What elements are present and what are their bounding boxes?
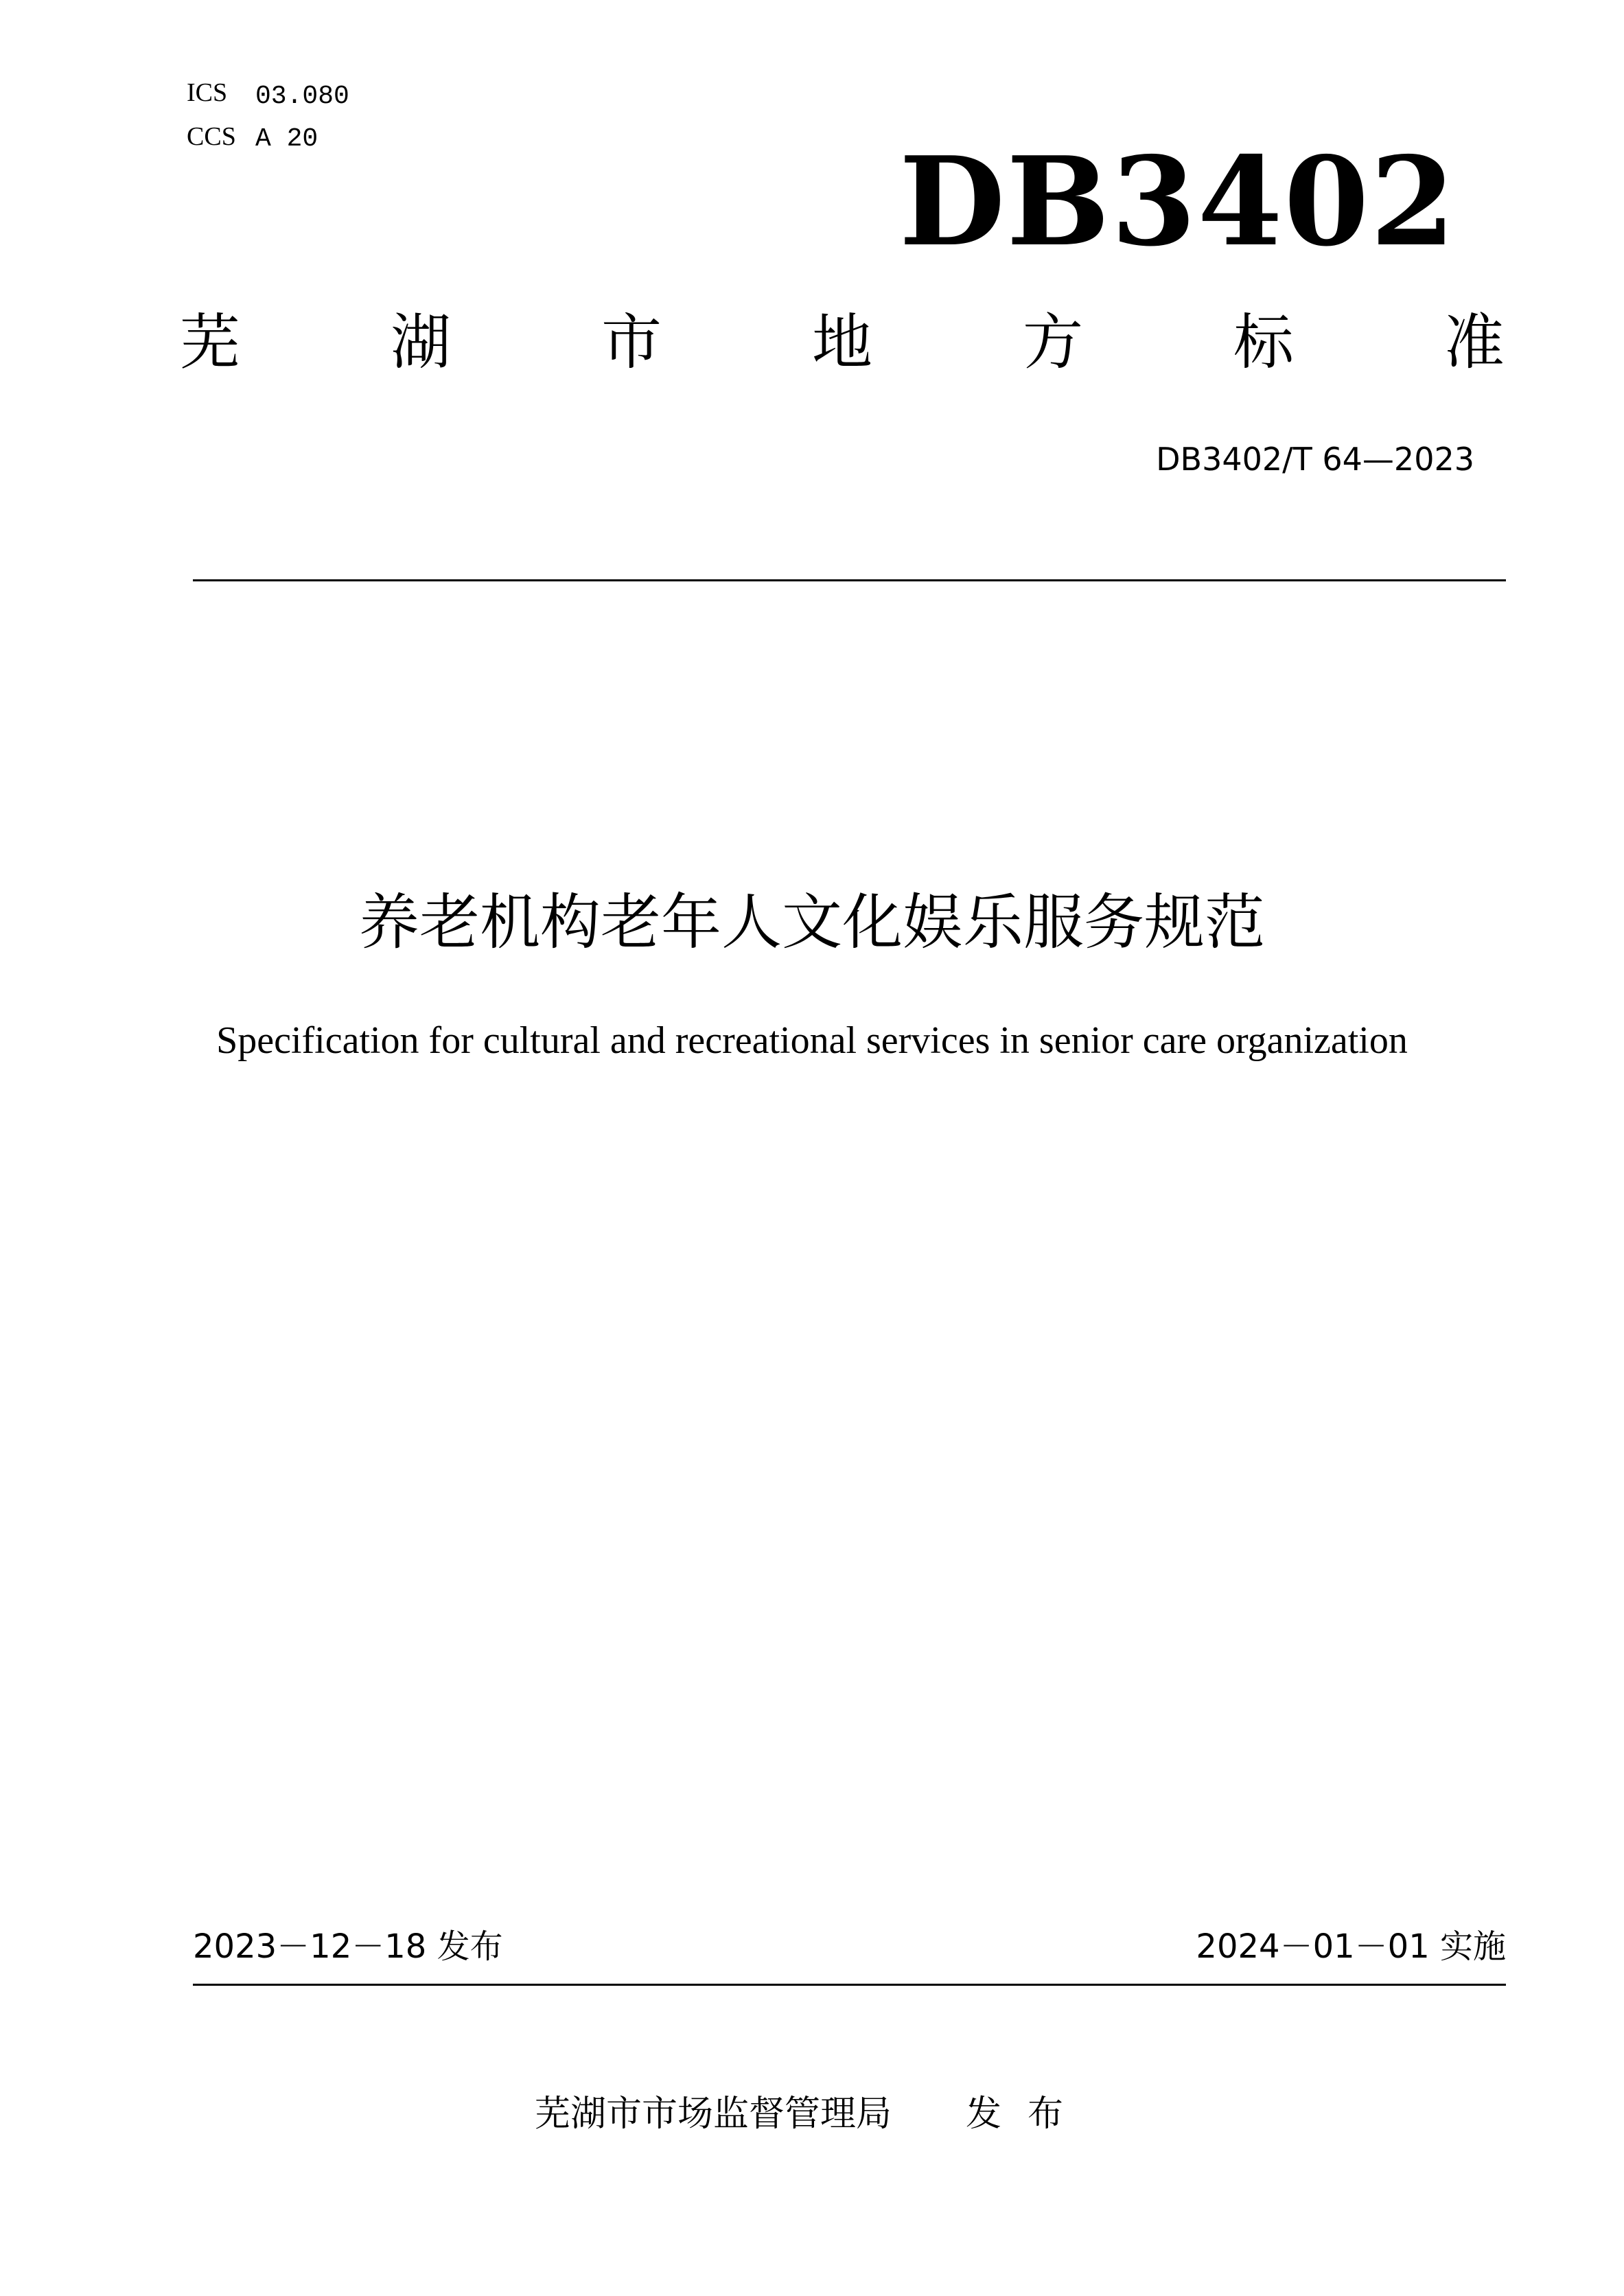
issuer-name: 芜湖市市场监督管理局 <box>534 2094 892 2135</box>
issuer-action: 发布 <box>966 2094 1090 2135</box>
standard-type-char: 方 <box>1022 307 1083 378</box>
standard-type-char: 准 <box>1443 307 1505 378</box>
standard-type-char: 芜 <box>180 307 241 378</box>
standard-type-char: 标 <box>1233 307 1294 378</box>
standard-type-char: 地 <box>811 307 872 378</box>
issuer-line <box>0 2094 1624 2135</box>
implementation-date: 2024－01－01 实施 <box>1196 1927 1506 1966</box>
bottom-divider <box>193 1984 1506 1986</box>
standard-type-char: 市 <box>601 307 662 378</box>
issue-date: 2023－12－18 发布 <box>193 1927 503 1966</box>
ics-code: 03.080 <box>255 82 349 111</box>
document-title-chinese: 养老机构老年人文化娱乐服务规范 <box>358 887 1265 958</box>
ccs-label: CCS <box>187 122 236 151</box>
standard-mark: DB3402 <box>899 130 1457 273</box>
standard-type-heading <box>180 307 1505 378</box>
top-divider <box>193 579 1506 581</box>
ccs-code: A 20 <box>255 124 318 154</box>
ics-label: ICS <box>187 78 228 107</box>
standard-number: DB3402/T 64—2023 <box>1156 441 1474 478</box>
document-title-english: Specification for cultural and recreational services in senior care organization <box>216 1019 1408 1062</box>
standard-type-char: 湖 <box>390 307 451 378</box>
